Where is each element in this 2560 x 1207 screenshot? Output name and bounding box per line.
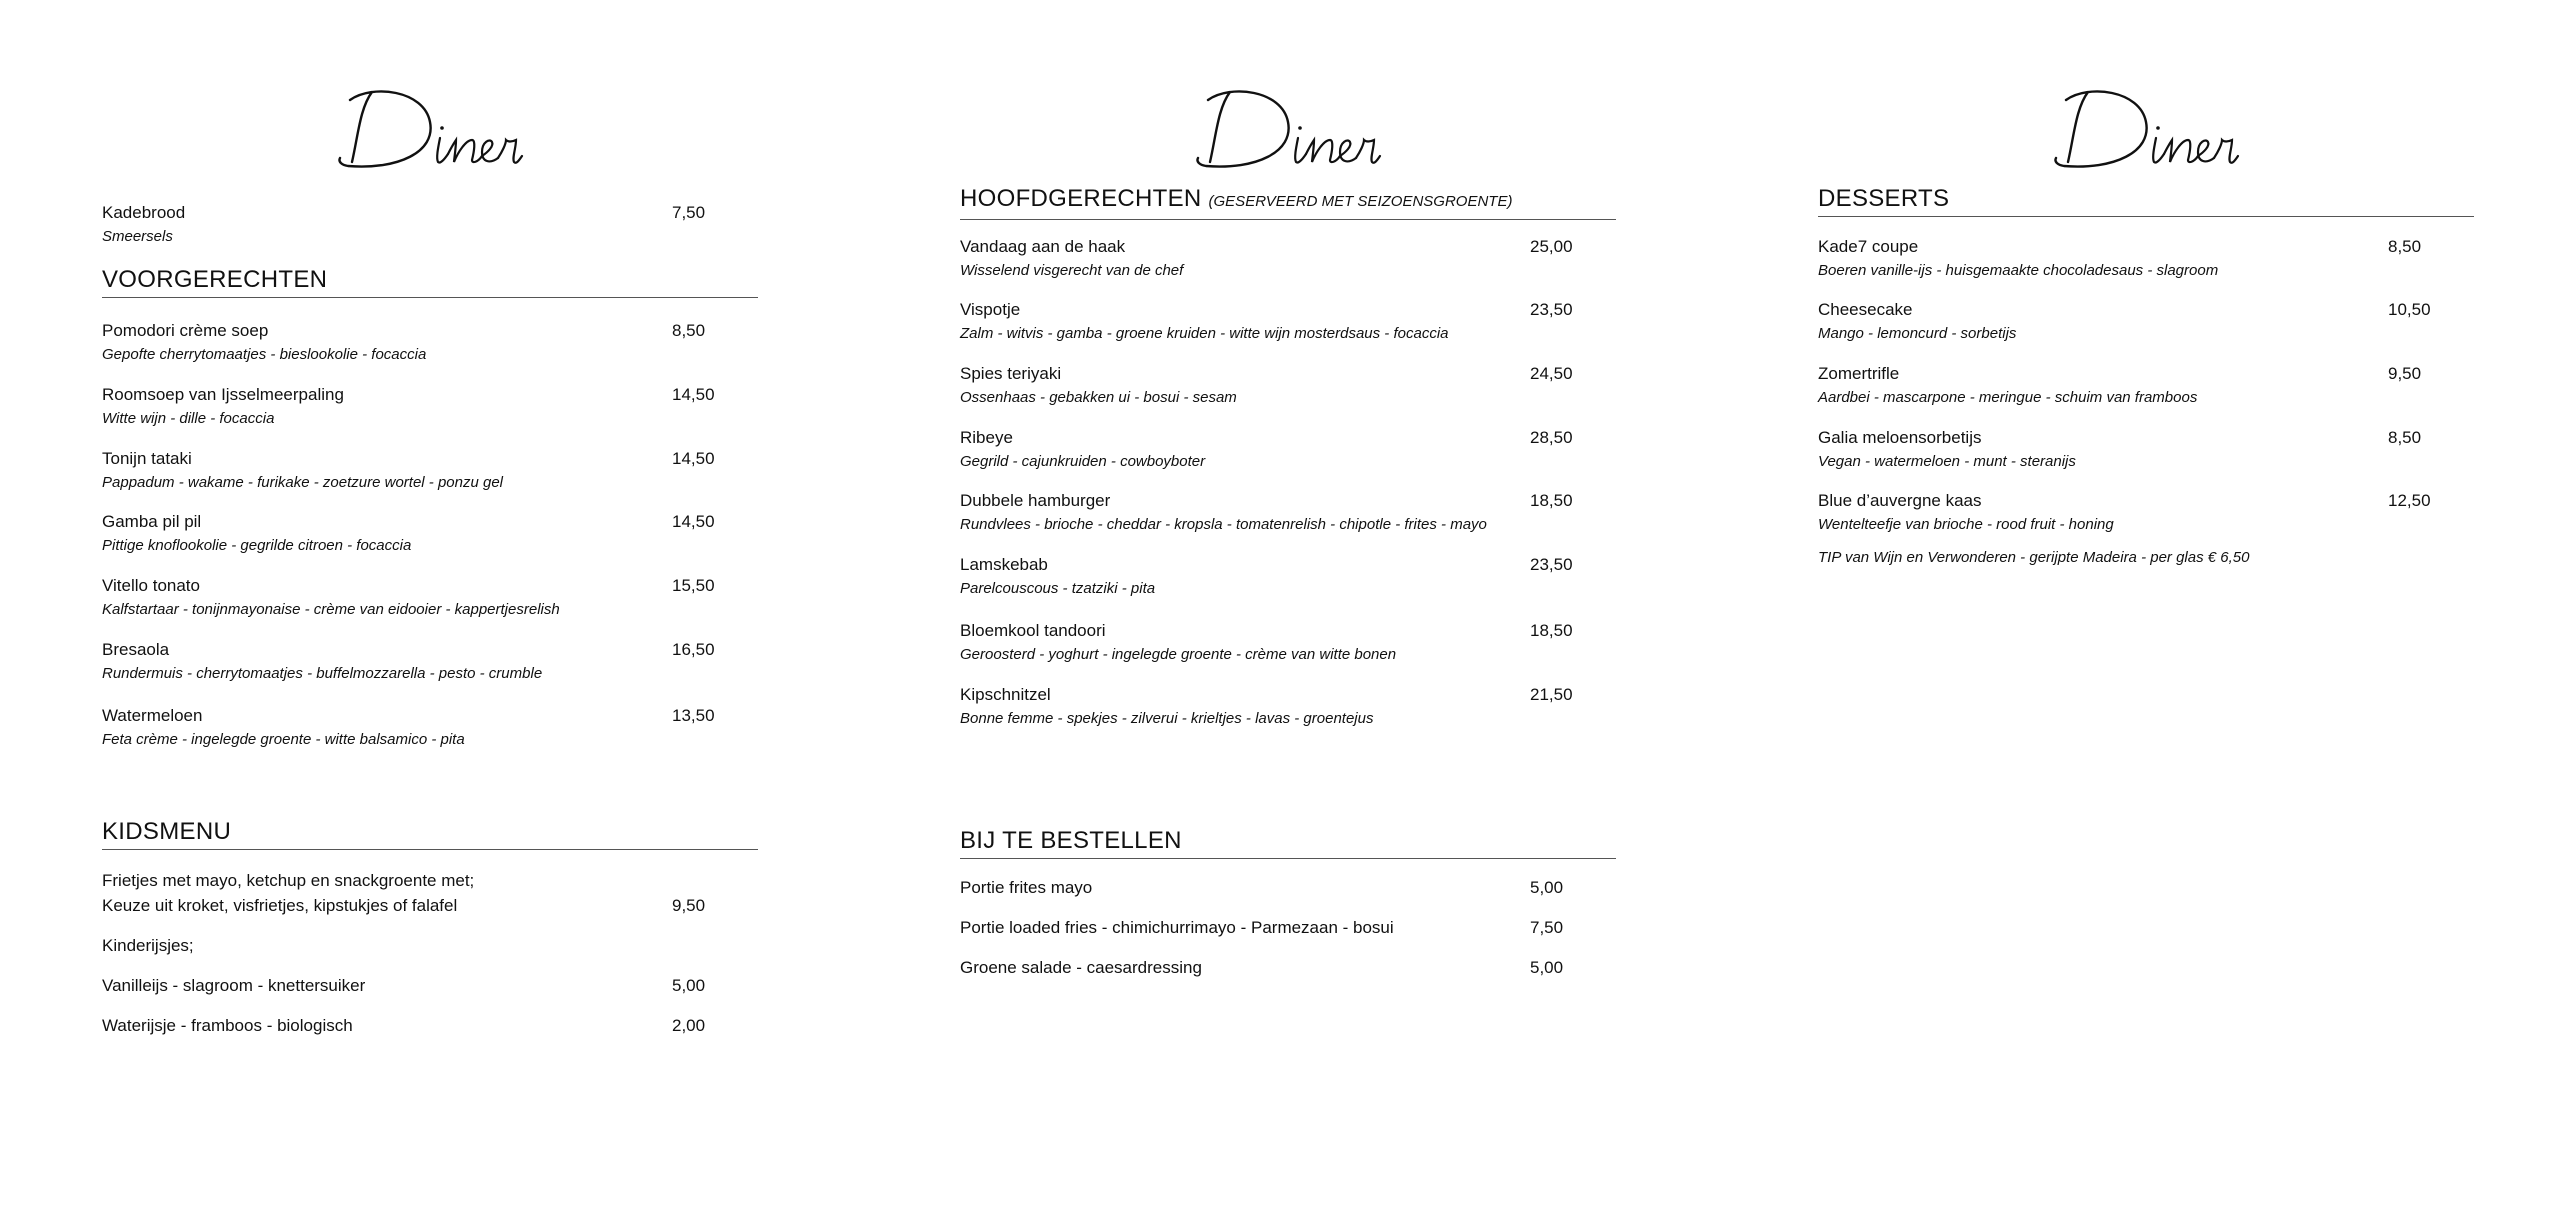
item-description: Rundvlees - brioche - cheddar - kropsla - tomatenrelish - chipotle - frites - mayo [960,516,1487,533]
menu-item [960,490,1620,535]
section-heading-text: HOOFDGERECHTEN [960,185,1202,212]
item-name: Bresaola [102,640,170,659]
item-description: Rundermuis - cherrytomaatjes - buffelmozzarella - pesto - crumble [102,665,543,682]
item-name: Vandaag aan de haak [960,237,1126,256]
side-item [960,877,1620,899]
item-price: 23,50 [1530,300,1573,319]
kids-menu-item [102,895,762,917]
item-name: Waterijsje - framboos - biologisch [102,1016,353,1035]
script-title-logo [332,78,532,178]
item-name: Spies teriyaki [960,364,1062,383]
item-description: Geroosterd - yoghurt - ingelegde groente - crème van witte bonen [960,646,1397,663]
menu-item [1818,490,2478,535]
item-name: Gamba pil pil [102,512,202,531]
menu-item [102,639,762,684]
script-title [1818,78,2478,178]
item-price: 24,50 [1530,364,1573,383]
item-price: 12,50 [2388,491,2431,510]
item-description: Kalfstartaar - tonijnmayonaise - crème van eidooier - kappertjesrelish [102,601,560,618]
item-price: 13,50 [672,706,715,725]
side-item [960,957,1620,979]
menu-item [102,705,762,750]
kids-menu-item [102,1015,762,1037]
section-heading-desserts: DESSERTS [1818,184,2474,217]
item-name: Blue d’auvergne kaas [1818,491,1982,510]
script-title [102,78,762,178]
item-description: Smeersels [102,228,173,245]
menu-item [102,575,762,620]
menu-item [1818,299,2478,344]
item-name: Kipschnitzel [960,685,1051,704]
item-price: 16,50 [672,640,715,659]
item-price: 10,50 [2388,300,2431,319]
section-heading-kids: KIDSMENU [102,817,758,850]
item-price: 21,50 [1530,685,1573,704]
menu-item [1818,363,2478,408]
script-title [960,78,1620,178]
menu-item [102,384,762,429]
item-description: Wentelteefje van brioche - rood fruit - honing [1818,516,2114,533]
item-name: Groene salade - caesardressing [960,958,1202,977]
item-name: Vitello tonato [102,576,200,595]
section-heading-mains [960,184,1616,220]
item-price: 25,00 [1530,237,1573,256]
item-name: Roomsoep van Ijsselmeerpaling [102,385,344,404]
menu-item [960,554,1620,599]
item-name: Zomertrifle [1818,364,1900,383]
item-name: Pomodori crème soep [102,321,269,340]
item-price: 14,50 [672,449,715,468]
item-name: Bloemkool tandoori [960,621,1106,640]
menu-item [960,427,1620,472]
item-name: Lamskebab [960,555,1048,574]
item-price: 23,50 [1530,555,1573,574]
item-description: Vegan - watermeloen - munt - steranijs [1818,453,2076,470]
item-price: 9,50 [672,896,706,915]
item-price: 5,00 [1530,878,1564,897]
menu-item [960,684,1620,729]
menu-item [960,299,1620,344]
menu-item [102,448,762,493]
item-price: 8,50 [672,321,706,340]
item-description: Gegrild - cajunkruiden - cowboyboter [960,453,1206,470]
kids-menu-item [102,975,762,997]
item-description: Aardbei - mascarpone - meringue - schuim van framboos [1818,389,2198,406]
item-description: Parelcouscous - tzatziki - pita [960,580,1156,597]
menu-item [102,320,762,365]
menu-item [102,511,762,556]
item-description: Mango - lemoncurd - sorbetijs [1818,325,2017,342]
item-price: 7,50 [672,203,706,222]
item-name: Galia meloensorbetijs [1818,428,1982,447]
item-name: Ribeye [960,428,1013,447]
item-description: Zalm - witvis - gamba - groene kruiden - witte wijn mosterdsaus - focaccia [960,325,1449,342]
item-description: Pappadum - wakame - furikake - zoetzure wortel - ponzu gel [102,474,504,491]
item-description: Ossenhaas - gebakken ui - bosui - sesam [960,389,1237,406]
item-price: 14,50 [672,385,715,404]
item-name: Vispotje [960,300,1021,319]
item-description: Gepofte cherrytomaatjes - bieslookolie - focaccia [102,346,427,363]
item-name: Keuze uit kroket, visfrietjes, kipstukjes of falafel [102,896,458,915]
item-name: Tonijn tataki [102,449,192,468]
item-description: Witte wijn - dille - focaccia [102,410,275,427]
section-heading-note: (GESERVEERD MET SEIZOENSGROENTE) [1208,193,1513,210]
menu-item [960,236,1620,281]
item-price: 14,50 [672,512,715,531]
menu-item [960,620,1620,665]
item-description: Feta crème - ingelegde groente - witte balsamico - pita [102,731,465,748]
kids-icecream-label: Kinderijsjes; [102,936,194,955]
item-name: Portie frites mayo [960,878,1093,897]
item-description: Wisselend visgerecht van de chef [960,262,1184,279]
item-price: 18,50 [1530,621,1573,640]
side-item [960,917,1620,939]
item-price: 5,00 [672,976,706,995]
item-name: Watermeloen [102,706,203,725]
item-price: 8,50 [2388,428,2422,447]
item-price: 2,00 [672,1016,706,1035]
menu-item [102,202,762,247]
section-heading-sides: BIJ TE BESTELLEN [960,826,1616,859]
item-name: Kade7 coupe [1818,237,1919,256]
item-name: Dubbele hamburger [960,491,1111,510]
script-title-logo [2048,78,2248,178]
item-description: Boeren vanille-ijs - huisgemaakte chocoladesaus - slagroom [1818,262,2219,279]
item-description: Bonne femme - spekjes - zilverui - krieltjes - lavas - groentejus [960,710,1374,727]
item-price: 8,50 [2388,237,2422,256]
item-price: 7,50 [1530,918,1564,937]
menu-item [1818,427,2478,472]
item-name: Portie loaded fries - chimichurrimayo - Parmezaan - bosui [960,918,1394,937]
menu-item [960,363,1620,408]
item-name: Vanilleijs - slagroom - knettersuiker [102,976,366,995]
kids-menu-line: Frietjes met mayo, ketchup en snackgroente met; [102,871,475,890]
item-description: Pittige knoflookolie - gegrilde citroen - focaccia [102,537,412,554]
item-price: 18,50 [1530,491,1573,510]
script-title-logo [1190,78,1390,178]
item-price: 15,50 [672,576,715,595]
item-price: 9,50 [2388,364,2422,383]
item-name: Cheesecake [1818,300,1913,319]
wine-tip: TIP van Wijn en Verwonderen - gerijpte Madeira - per glas € 6,50 [1818,549,2250,566]
menu-item [1818,236,2478,281]
section-heading-starters: VOORGERECHTEN [102,265,758,298]
item-name: Kadebrood [102,203,186,222]
item-price: 5,00 [1530,958,1564,977]
item-price: 28,50 [1530,428,1573,447]
